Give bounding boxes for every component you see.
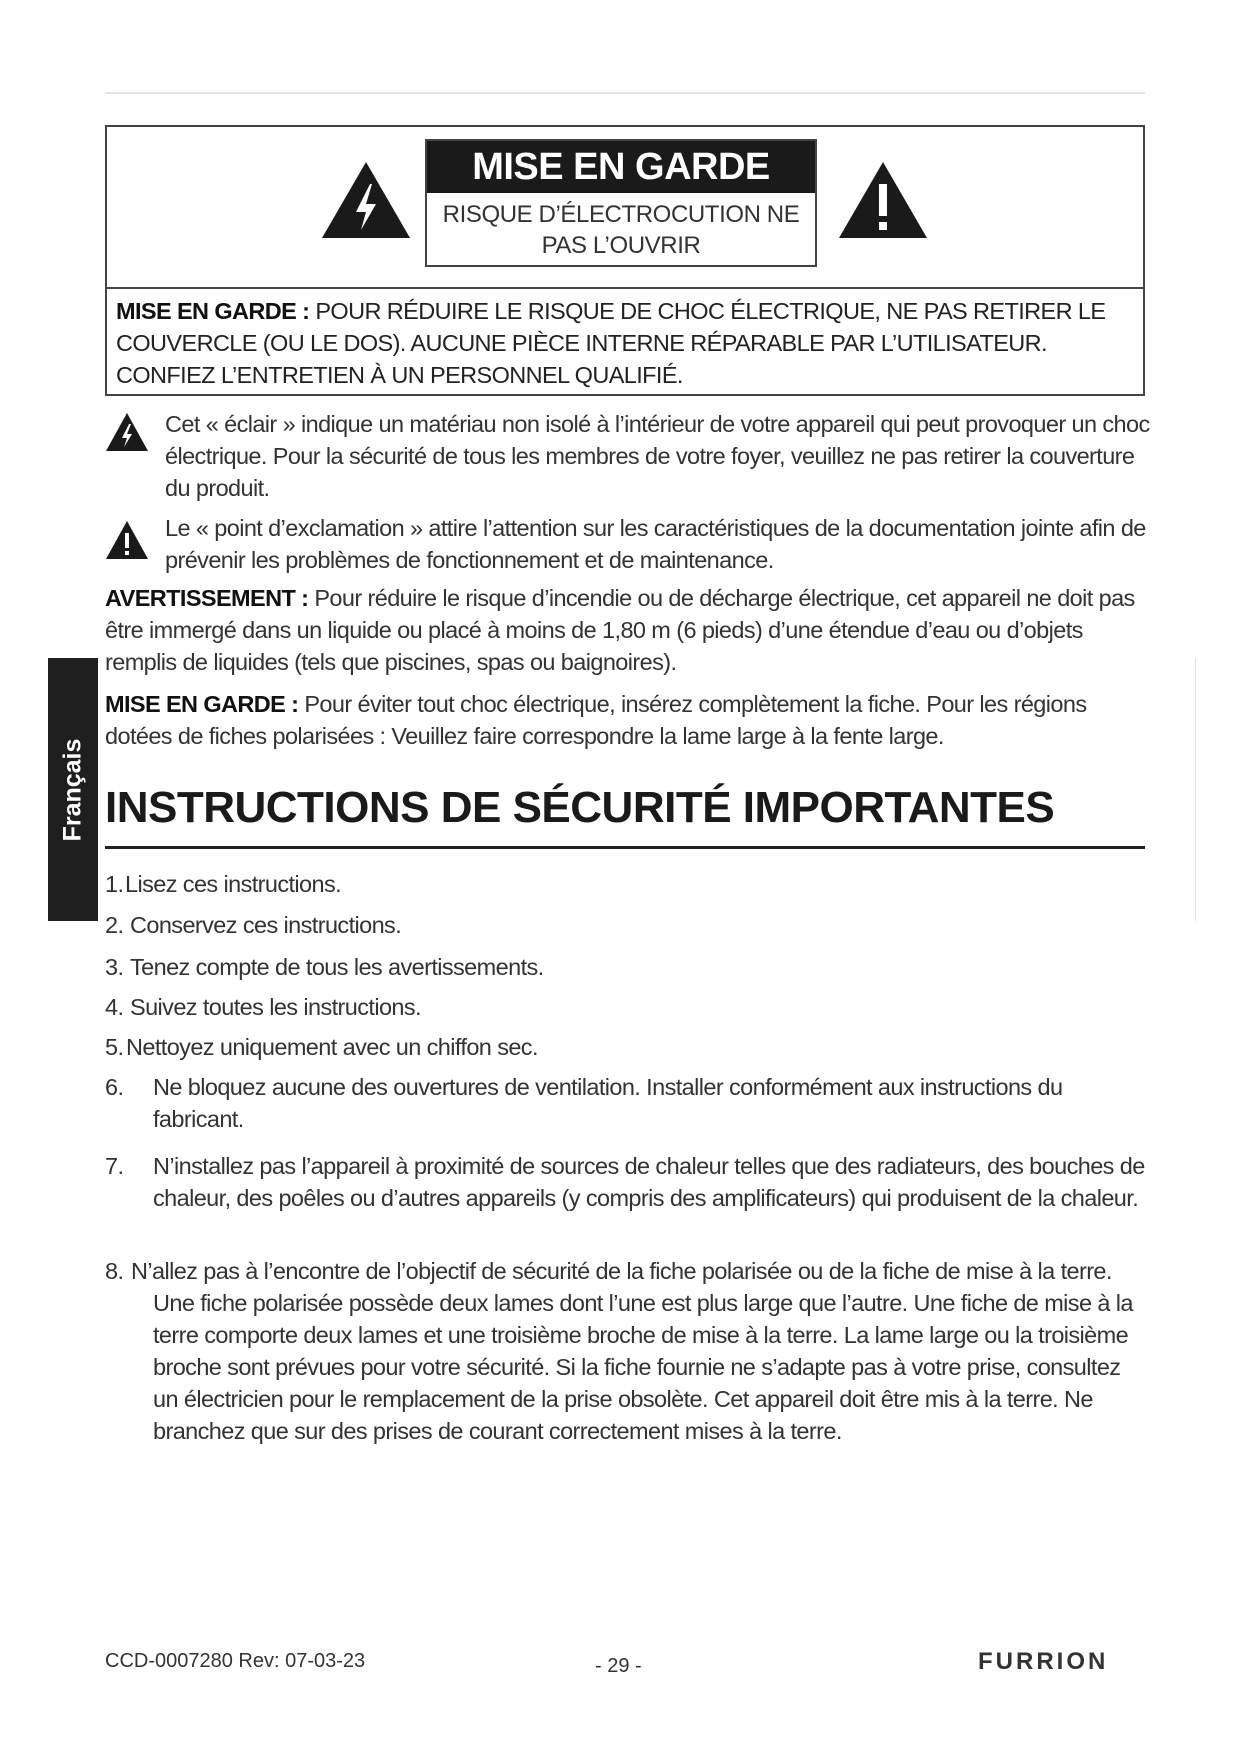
plug-caution-lead: MISE EN GARDE :: [105, 691, 299, 717]
instruction-text: Suivez toutes les instructions.: [130, 994, 421, 1020]
instruction-item: [105, 909, 1145, 941]
warning-paragraph: [105, 582, 1145, 678]
caution-statement-body: POUR RÉDUIRE LE RISQUE DE CHOC ÉLECTRIQUE, NE PAS RETIRER LE COUVERCLE (OU LE DOS). AUCUNE PIÈCE INTERNE RÉPARABLE PAR L’UTILISATEUR. CONFIEZ L’ENTRETIEN À UN PERSONNEL QUALIFIÉ.: [116, 298, 1106, 388]
warning-lead: AVERTISSEMENT :: [105, 585, 309, 611]
instruction-item: [105, 991, 1145, 1023]
instruction-number: 1.: [105, 871, 124, 897]
instruction-item: [105, 868, 1145, 900]
lightning-explanation-text: Cet « éclair » indique un matériau non isolé à l’intérieur de votre appareil qui peut provoquer un choc électrique. Pour la sécurité de tous les membres de votre foyer, veuillez ne pas retirer la couverture du produit.: [165, 411, 1150, 501]
caution-statement: [116, 295, 1126, 391]
instruction-text: Ne bloquez aucune des ouvertures de ventilation. Installer conformément aux instructions du fabricant.: [153, 1074, 1063, 1132]
instruction-number: 6.: [105, 1074, 124, 1100]
exclamation-explanation-text: Le « point d’exclamation » attire l’attention sur les caractéristiques de la documentation jointe afin de prévenir les problèmes de fonctionnement et de maintenance.: [165, 515, 1146, 573]
caution-header: [107, 127, 1143, 289]
instruction-text: Nettoyez uniquement avec un chiffon sec.: [126, 1034, 538, 1060]
caution-box: [105, 125, 1145, 396]
instruction-text: Lisez ces instructions.: [125, 871, 342, 897]
caution-label: [425, 139, 817, 267]
page-number: - 29 -: [595, 1655, 642, 1677]
plug-caution-paragraph: [105, 688, 1145, 752]
instruction-item: [105, 1255, 1145, 1447]
instruction-text: N’allez pas à l’encontre de l’objectif de sécurité de la fiche polarisée ou de la fiche de mise à la terre. Une fiche polarisée possède deux lames dont l’une est plus large que l’autre. Une fiche de mise à la terre comporte deux lames et une troisième broche de mise à la terre. La lame large ou la troisième broche sont prévues pour votre sécurité. Si la fiche fournie ne s’adapte pas à votre prise, consultez un électricien pour le remplacement de la prise obsolète. Cet appareil doit être mis à la terre. Ne branchez que sur des prises de courant correctement mises à la terre.: [131, 1258, 1133, 1444]
lightning-triangle-icon: [105, 412, 149, 452]
header-rule: [105, 92, 1145, 94]
instruction-item: [105, 1031, 1145, 1063]
instruction-number: 5.: [105, 1034, 124, 1060]
instruction-number: 3.: [105, 954, 124, 980]
instruction-number: 7.: [105, 1153, 124, 1179]
plug-caution-body: Pour éviter tout choc électrique, insérez complètement la fiche. Pour les régions dotées de fiches polarisées : Veuillez faire correspondre la lame large à la fente large.: [105, 691, 1087, 749]
instruction-number: 4.: [105, 994, 124, 1020]
right-edge-rule: [1195, 658, 1196, 921]
section-title: INSTRUCTIONS DE SÉCURITÉ IMPORTANTES: [105, 783, 1055, 832]
instruction-text: Conservez ces instructions.: [130, 912, 402, 938]
caution-label-subtitle: RISQUE D’ÉLECTROCUTION NE PAS L’OUVRIR: [442, 201, 800, 259]
section-title-rule: [105, 846, 1145, 849]
document-code: CCD-0007280 Rev: 07-03-23: [105, 1650, 366, 1672]
warning-body: Pour réduire le risque d’incendie ou de décharge électrique, cet appareil ne doit pas être immergé dans un liquide ou placé à moins de 1,80 m (6 pieds) d’une étendue d’eau ou d’objets remplis de liquides (tels que piscines, spas ou baignoires).: [105, 585, 1135, 675]
caution-statement-lead: MISE EN GARDE :: [116, 298, 310, 324]
instruction-item: [105, 951, 1145, 983]
lightning-warning-icon: [320, 160, 412, 240]
exclamation-warning-icon: [837, 160, 929, 240]
language-tab-label: Français: [58, 738, 87, 841]
language-tab: [48, 658, 98, 921]
exclamation-triangle-icon: [105, 520, 149, 560]
instruction-number: 2.: [105, 912, 124, 938]
instruction-item: [105, 1071, 1145, 1135]
instruction-number: 8.: [105, 1258, 124, 1284]
caution-label-title: MISE EN GARDE: [427, 141, 815, 193]
instruction-text: Tenez compte de tous les avertissements.: [130, 954, 544, 980]
instruction-text: N’installez pas l’appareil à proximité de sources de chaleur telles que des radiateurs, des bouches de chaleur, des poêles ou d’autres appareils (y compris des amplificateurs) qui produisent de la chaleur.: [153, 1153, 1145, 1211]
instruction-item: [105, 1150, 1145, 1214]
brand-logo: FURRION: [978, 1648, 1109, 1675]
